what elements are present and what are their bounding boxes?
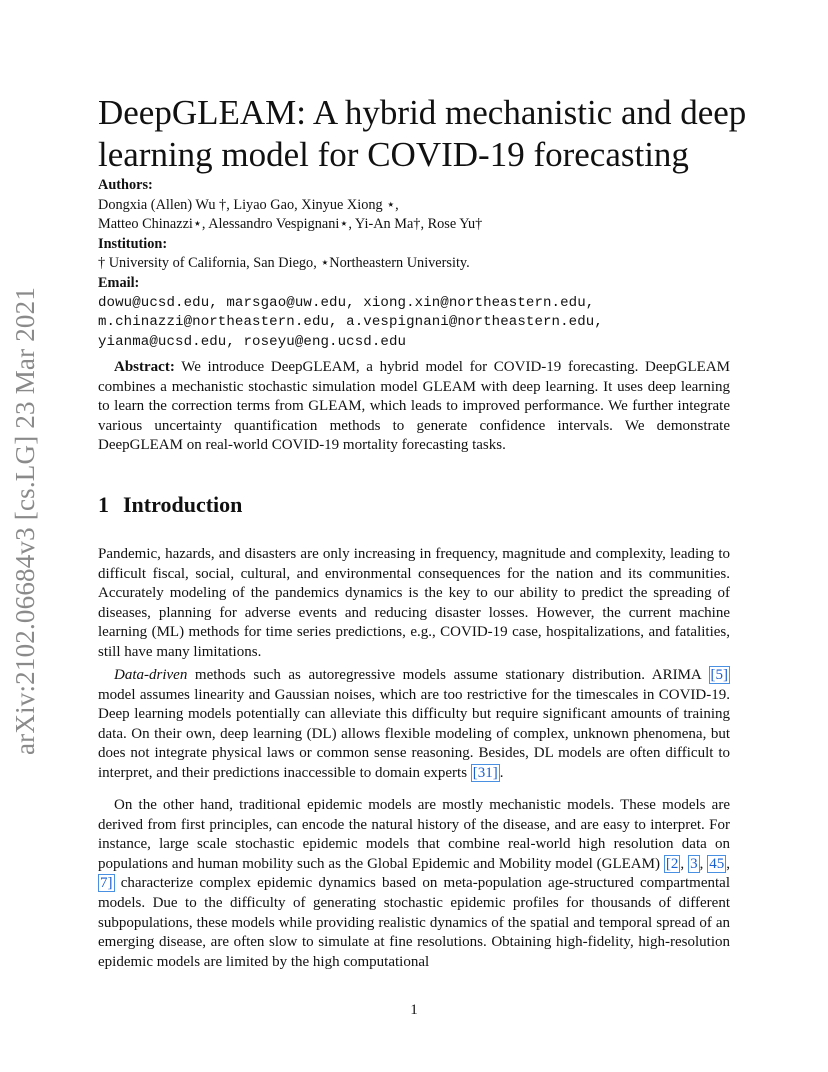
abstract-text: We introduce DeepGLEAM, a hybrid model for COVID-19 forecasting. DeepGLEAM combines a mechanistic stochastic simulation model GLEAM with deep learning. It uses deep learning to learn the correction terms from GLEAM, which leads to improved performance. We further integrate various uncertainty quantification methods to generate confidence intervals. We demonstrate DeepGLEAM on real-world COVID-19 mortality forecasting tasks. (98, 359, 730, 454)
abstract (98, 358, 730, 456)
authors-line-1: Dongxia (Allen) Wu †, Liyao Gao, Xinyue Xiong ⋆, (98, 196, 399, 213)
authors-label: Authors: (98, 177, 153, 193)
paper-title: DeepGLEAM: A hybrid mechanistic and deep learning model for COVID-19 forecasting (98, 93, 747, 174)
institution-label: Institution: (98, 235, 168, 252)
abstract-label: Abstract: (114, 359, 175, 375)
paragraph-2-text-a: methods such as autoregressive models assume stationary distribution. ARIMA (187, 667, 709, 683)
paragraph-2-text-b: model assumes linearity and Gaussian noises, which are too restrictive for the timescales in COVID-19. Deep learning models potentially can alleviate this difficulty but require significant amounts of training data. On their own, deep learning (DL) allows flexible modeling of complex, unknown phenomena, but does not integrate physical laws or common sense reasoning. Besides, DL models are often difficult to interpret, and their predictions inaccessible to domain experts (98, 686, 730, 781)
authors-line-2: Matteo Chinazzi⋆, Alessandro Vespignani⋆, Yi-An Ma†, Rose Yu† (98, 216, 483, 233)
section-title: Introduction (123, 492, 243, 517)
paragraph-2-emphasis: Data-driven (114, 667, 188, 683)
section-number: 1 (98, 492, 109, 517)
citation-link-7[interactable]: 7] (100, 875, 113, 892)
page-number: 1 (410, 1002, 418, 1018)
paragraph-1: Pandemic, hazards, and disasters are only increasing in frequency, magnitude and complexity, leading to difficult fiscal, social, cultural, and environmental consequences for the nation and its communities. Accurately modeling of the pandemics dynamics is the key to our ability to predict the spreading of diseases, planning for adverse events and reducing disaster losses. However, the current machine learning (ML) methods for time series predictions, e.g., COVID-19 case, hospitalizations, and fatalities, still have many limitations. (98, 546, 730, 660)
paragraph-2 (98, 666, 730, 784)
paragraph-3-text-a: On the other hand, traditional epidemic models are mostly mechanistic models. These models are derived from first principles, can encode the natural history of the disease, and are easy to interpret. For instance, large scale stochastic epidemic models that combine real-world high resolution data on populations and human mobility such as the Global Epidemic and Mobility model (GLEAM) (98, 797, 730, 872)
email-line-2: m.chinazzi@northeastern.edu, a.vespignani@northeastern.edu, (98, 314, 603, 331)
paragraph-3: On the other hand, traditional epidemic models are mostly mechanistic models. These models are derived from first principles, can encode the natural history of the disease, and are easy to interpret. For instance, large scale stochastic epidemic models that combine real-world high resolution data on populations and human mobility such as the Global Epidemic and Mobility model (GLEAM) [2 , 3 , 45 , 7] characterize complex epidemic dynamics based on meta-population age-structured compartmental models. Due to the difficulty of generating stochastic epidemic profiles for thousands of different subpopulations, these models while providing realistic dynamics of the spatial and temporal spread of an emerging disease, are often slow to simulate at fine resolutions. Obtaining high-fidelity, high-resolution epidemic models are limited by the high computational (98, 797, 730, 970)
email-line-3: yianma@ucsd.edu, roseyu@eng.ucsd.edu (98, 333, 407, 350)
arxiv-identifier: arXiv:2102.06684v3 [cs.LG] 23 Mar 2021 (10, 286, 40, 755)
citation-link-5[interactable]: [5] (710, 667, 728, 683)
citation-link-31[interactable]: [31] (472, 764, 498, 781)
paper-metadata (98, 176, 738, 352)
citation-link-3[interactable]: 3 (690, 855, 698, 872)
email-line-1: dowu@ucsd.edu, marsgao@uw.edu, xiong.xin@northeastern.edu, (98, 294, 595, 311)
email-label: Email: (98, 274, 140, 291)
citation-link-2[interactable]: [2 (665, 855, 679, 872)
section-heading (98, 492, 242, 518)
paragraph-3-text-b: characterize complex epidemic dynamics based on meta-population age-structured compartmental models. Due to the difficulty of generating stochastic epidemic profiles for thousands of different subpopulations, these models while providing realistic dynamics of the spatial and temporal spread of an emerging disease, are often slow to simulate at fine resolutions. Obtaining high-fidelity, high-resolution epidemic models are limited by the high computational (98, 875, 730, 970)
paragraph-2-text-c: . (499, 764, 504, 781)
citation-link-45[interactable]: 45 (709, 855, 725, 872)
institution: † University of California, San Diego, ⋆Northeastern University. (98, 255, 470, 272)
